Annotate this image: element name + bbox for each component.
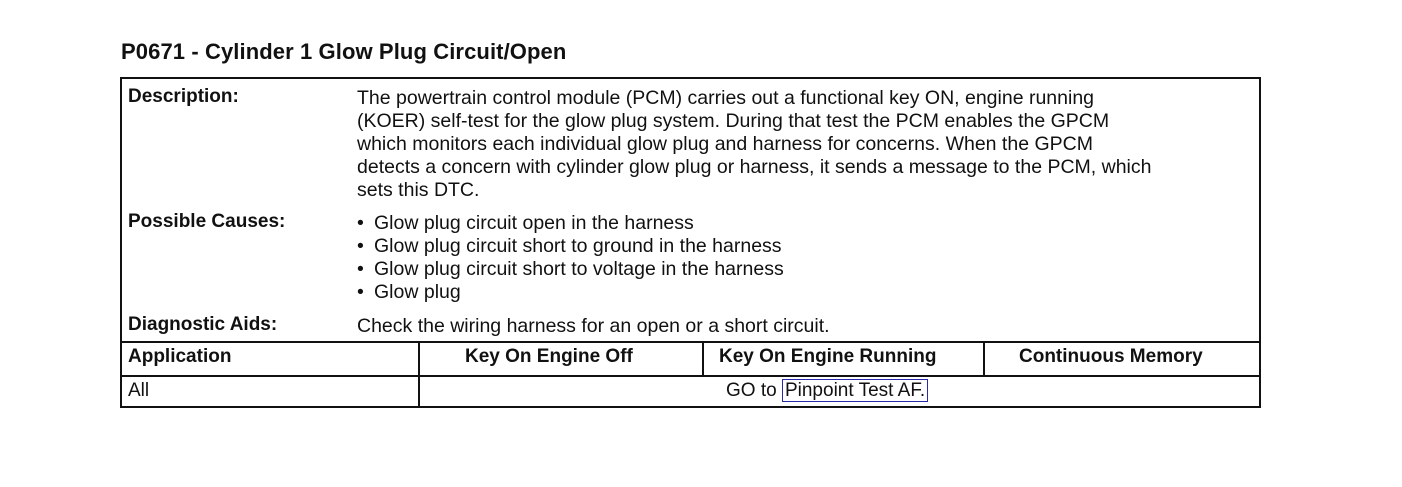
description-line: detects a concern with cylinder glow plug or harness, it sends a message to the PCM, which: [357, 156, 1152, 178]
column-divider: [702, 342, 704, 376]
description-line: (KOER) self-test for the glow plug system. During that test the PCM enables the GPCM: [357, 110, 1110, 132]
page-title: P0671 - Cylinder 1 Glow Plug Circuit/Open: [121, 39, 567, 64]
description-label: Description:: [128, 86, 239, 107]
application-value: All: [128, 380, 150, 401]
header-key-on-engine-off: Key On Engine Off: [465, 346, 633, 367]
description-line: which monitors each individual glow plug and harness for concerns. When the GPCM: [357, 133, 1093, 155]
description-line: sets this DTC.: [357, 179, 480, 201]
action-prefix: GO to: [726, 380, 777, 401]
description-text: [357, 87, 1151, 202]
header-continuous-memory: Continuous Memory: [1019, 346, 1203, 367]
pinpoint-test-link[interactable]: Pinpoint Test AF.: [782, 379, 928, 402]
column-divider: [418, 342, 420, 407]
list-item: • Glow plug: [357, 281, 784, 304]
column-divider: [983, 342, 985, 376]
table-divider: [120, 375, 1261, 377]
header-application: Application: [128, 346, 232, 367]
diagnostic-aids-text: Check the wiring harness for an open or a short circuit.: [357, 315, 830, 337]
list-item: • Glow plug circuit short to voltage in the harness: [357, 258, 784, 281]
table-divider: [120, 341, 1261, 343]
action-cell: [726, 380, 928, 402]
possible-causes-label: Possible Causes:: [128, 211, 286, 232]
description-line: The powertrain control module (PCM) carries out a functional key ON, engine running: [357, 87, 1095, 109]
header-key-on-engine-running: Key On Engine Running: [719, 346, 937, 367]
diagnostic-aids-label: Diagnostic Aids:: [128, 314, 278, 335]
possible-causes-list: [357, 212, 784, 304]
list-item: • Glow plug circuit open in the harness: [357, 212, 784, 235]
list-item: • Glow plug circuit short to ground in the harness: [357, 235, 784, 258]
